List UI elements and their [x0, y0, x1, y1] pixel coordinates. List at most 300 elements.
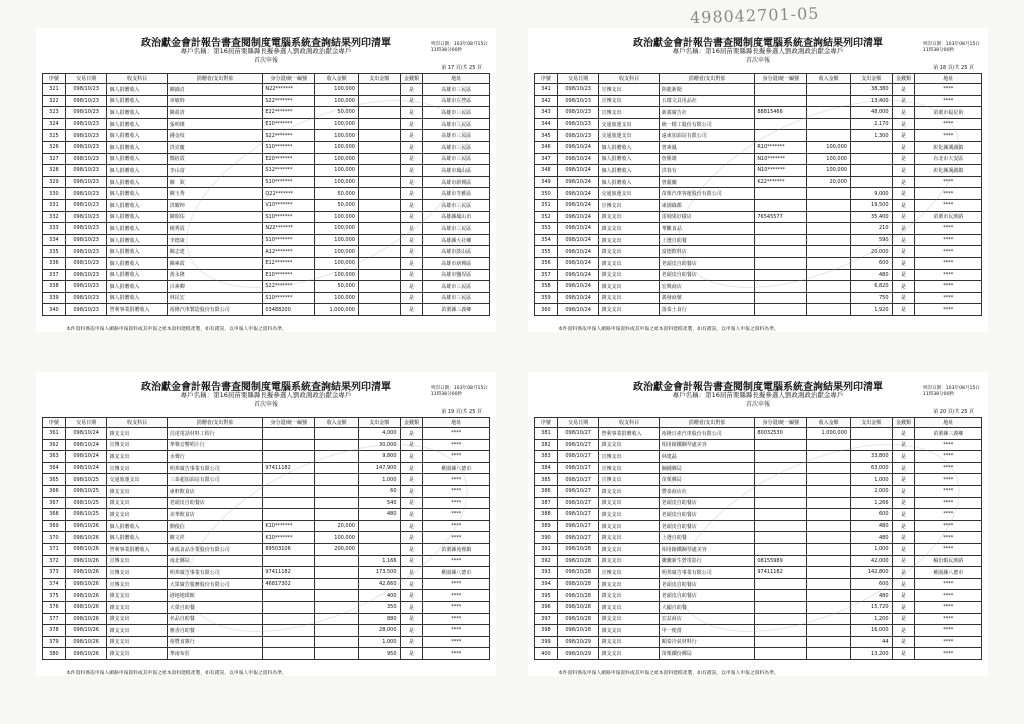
table-cell: 東福食品企業股份有限公司 [167, 543, 263, 555]
sheet-footer: 本件資料係依申報人網路申報資料或其申報之紙本資料建檔產製，如有錯誤，以申報人申報之資料為準。 [66, 327, 287, 332]
table-cell: **** [423, 613, 490, 625]
print-time: 11時38分00秒 [430, 392, 463, 397]
table-cell: 098/10/26 [65, 543, 107, 555]
report-sheet-4 [528, 372, 988, 676]
table-cell: 365 [43, 474, 66, 486]
table-cell: 大眾廣告服務股份有限公司 [167, 578, 263, 590]
table-cell [807, 601, 851, 613]
table-cell: 老頭皮自助餐店 [659, 590, 755, 602]
table-cell: 宣傳支出 [107, 578, 167, 590]
table-cell: 100,000 [315, 211, 359, 223]
table-cell: 三泰超加油站有限公司 [167, 474, 263, 486]
table-cell: 384 [535, 462, 558, 474]
table-cell: 是 [400, 257, 423, 269]
table-row [43, 223, 490, 235]
table-cell: 1,300 [850, 130, 892, 142]
table-cell: 是 [400, 107, 423, 119]
column-header: 交易日期 [557, 418, 599, 428]
ledger-table [534, 417, 982, 660]
table-cell: 是 [400, 590, 423, 602]
table-cell: **** [915, 509, 982, 521]
table-cell: 宣傳支出 [107, 439, 167, 451]
table-cell [358, 269, 400, 281]
table-cell: 雜支支出 [107, 636, 167, 648]
table-cell: 宣傳支出 [107, 555, 167, 567]
table-cell: 水聲行 [167, 451, 263, 463]
column-header: 序號 [535, 74, 558, 84]
table-cell: 老頭皮自助餐店 [659, 509, 755, 521]
table-cell [755, 439, 807, 451]
table-cell: 342 [535, 95, 558, 107]
table-cell: 交通旅運支出 [107, 474, 167, 486]
table-cell: 呂素卿 [167, 281, 263, 293]
table-cell [315, 439, 359, 451]
table-cell: 雜支支出 [107, 428, 167, 440]
table-cell: **** [915, 613, 982, 625]
table-cell: 宣傳支出 [599, 462, 659, 474]
table-cell: 1,266 [850, 497, 892, 509]
table-cell: 雜支支出 [599, 520, 659, 532]
table-cell: 是 [892, 165, 915, 177]
table-cell: 個人捐贈收入 [107, 520, 167, 532]
table-cell: 苗栗縣三義鄉 [915, 428, 982, 440]
table-cell: 個人捐贈收入 [107, 532, 167, 544]
table-cell: **** [915, 176, 982, 188]
table-cell: 1,000 [850, 543, 892, 555]
table-cell: 陳盈清 [167, 107, 263, 119]
column-header: 序號 [43, 418, 66, 428]
table-cell: 裕豐食雜行 [167, 636, 263, 648]
table-cell: 345 [535, 130, 558, 142]
table-cell [807, 304, 851, 316]
table-cell: 是 [892, 304, 915, 316]
table-cell: 2,000 [850, 485, 892, 497]
table-cell: 是 [400, 636, 423, 648]
table-cell: 高雄市苓雅區 [423, 188, 490, 200]
table-cell [807, 636, 851, 648]
table-cell [263, 474, 315, 486]
table-row [535, 211, 982, 223]
table-cell: 雜支支出 [107, 601, 167, 613]
table-cell: N10******* [755, 153, 807, 165]
table-row [43, 292, 490, 304]
table-cell: **** [915, 84, 982, 96]
table-cell [263, 648, 315, 660]
table-cell: 480 [850, 532, 892, 544]
table-cell: 397 [535, 613, 558, 625]
print-time: 11時38分00秒 [922, 48, 955, 53]
table-cell [807, 590, 851, 602]
table-cell [807, 578, 851, 590]
table-cell: S12******* [263, 165, 315, 177]
table-cell: 9,800 [358, 451, 400, 463]
table-row [535, 107, 982, 119]
table-cell: 雜支支出 [599, 636, 659, 648]
table-cell: 是 [892, 107, 915, 119]
table-cell: 個人捐贈收入 [107, 107, 167, 119]
column-header: 支出金額 [850, 418, 892, 428]
table-row [43, 141, 490, 153]
table-cell: **** [915, 257, 982, 269]
table-cell [807, 130, 851, 142]
table-cell: 雜支支出 [599, 509, 659, 521]
report-section: 首次申報 [253, 401, 278, 408]
table-cell [755, 485, 807, 497]
table-row [535, 199, 982, 211]
table-row [43, 234, 490, 246]
table-cell: 名品自助餐 [167, 613, 263, 625]
table-cell: 雜支支出 [599, 625, 659, 637]
table-cell: 098/10/24 [557, 257, 599, 269]
table-cell: K10******* [263, 532, 315, 544]
table-cell: 20,000 [807, 176, 851, 188]
table-cell: 098/10/29 [557, 648, 599, 660]
table-cell: 雜支支出 [107, 451, 167, 463]
table-cell: **** [915, 636, 982, 648]
page-indicator: 第 18 頁/共 25 頁 [933, 65, 974, 71]
table-cell: 是 [892, 246, 915, 258]
table-cell: 76545577 [755, 211, 807, 223]
table-cell: 380 [43, 648, 66, 660]
table-cell: **** [915, 590, 982, 602]
table-cell: 100,000 [315, 118, 359, 130]
table-cell: 16,000 [850, 625, 892, 637]
table-cell: 華聲音響唱片行 [167, 439, 263, 451]
table-cell [755, 118, 807, 130]
table-cell [755, 520, 807, 532]
table-cell: 173,500 [358, 567, 400, 579]
table-cell: 昌達電話材料工程行 [167, 428, 263, 440]
table-cell [807, 497, 851, 509]
table-cell [263, 497, 315, 509]
table-cell [315, 485, 359, 497]
table-cell: 35,400 [850, 211, 892, 223]
table-cell: **** [915, 648, 982, 660]
table-cell: 個人捐贈收入 [107, 223, 167, 235]
table-cell: 宣傳支出 [599, 199, 659, 211]
table-cell: 大顯自助餐 [659, 601, 755, 613]
table-cell: 詹勝雄 [659, 153, 755, 165]
table-cell [315, 555, 359, 567]
table-row [535, 281, 982, 293]
table-cell [807, 485, 851, 497]
table-header [535, 74, 982, 84]
table-cell [755, 292, 807, 304]
table-cell: E10******* [263, 118, 315, 130]
column-header: 金錢類 [892, 418, 915, 428]
table-cell: 098/10/26 [65, 590, 107, 602]
table-cell: 353 [535, 223, 558, 235]
table-cell: 600 [850, 509, 892, 521]
table-cell: **** [423, 509, 490, 521]
table-cell: **** [915, 199, 982, 211]
table-cell: S10******* [263, 292, 315, 304]
table-cell: 098/10/27 [557, 428, 599, 440]
table-cell: 上選自助餐 [659, 234, 755, 246]
table-row [43, 520, 490, 532]
table-cell: 是 [400, 462, 423, 474]
table-cell: 396 [535, 601, 558, 613]
table-cell: 098/10/29 [557, 636, 599, 648]
table-cell: 098/10/24 [65, 428, 107, 440]
table-row [43, 176, 490, 188]
table-cell: 是 [892, 578, 915, 590]
table-cell: 雜支支出 [599, 578, 659, 590]
table-cell: 個人捐贈收入 [599, 165, 659, 177]
table-cell: 44 [850, 636, 892, 648]
table-cell: 是 [892, 118, 915, 130]
table-cell: 雜支支出 [599, 304, 659, 316]
table-cell [807, 509, 851, 521]
table-row [535, 165, 982, 177]
table-cell: 098/10/23 [65, 292, 107, 304]
page-indicator: 第 17 頁/共 25 頁 [441, 65, 482, 71]
table-cell: 100,000 [315, 130, 359, 142]
table-cell: 098/10/27 [557, 485, 599, 497]
table-cell: 稿份鎮民族路 [915, 555, 982, 567]
table-cell: 陳志建 [167, 246, 263, 258]
table-cell: 098/10/23 [65, 199, 107, 211]
table-cell: 098/10/24 [557, 211, 599, 223]
ledger-table [42, 73, 490, 316]
table-cell: 是 [892, 130, 915, 142]
table-cell: 098/10/24 [557, 269, 599, 281]
table-cell: 356 [535, 257, 558, 269]
table-cell: 1,920 [850, 304, 892, 316]
table-cell: 03488200 [263, 304, 315, 316]
table-cell: 13,400 [850, 95, 892, 107]
table-cell [807, 107, 851, 119]
table-cell: 是 [892, 636, 915, 648]
table-row [43, 165, 490, 177]
table-row [43, 246, 490, 258]
table-cell: **** [915, 578, 982, 590]
table-cell: 89503106 [263, 543, 315, 555]
table-cell: 321 [43, 84, 66, 96]
table-cell: E10******* [263, 269, 315, 281]
table-cell: **** [915, 292, 982, 304]
table-cell: 黃永隆 [167, 269, 263, 281]
table-cell: 宣傳支出 [599, 95, 659, 107]
table-row [43, 590, 490, 602]
table-row [535, 223, 982, 235]
table-cell: 098/10/23 [65, 234, 107, 246]
table-cell [358, 520, 400, 532]
table-cell: S10******* [263, 176, 315, 188]
table-cell: 騰騰新生營電影行 [659, 555, 755, 567]
table-cell: 100,000 [315, 95, 359, 107]
table-cell: 327 [43, 153, 66, 165]
table-cell: 是 [892, 590, 915, 602]
table-cell: 38,380 [850, 84, 892, 96]
table-cell [807, 555, 851, 567]
table-cell: 是 [892, 188, 915, 200]
table-cell: 369 [43, 520, 66, 532]
table-cell: 1,000,000 [807, 428, 851, 440]
table-cell: 上選自助餐 [659, 532, 755, 544]
table-cell: 393 [535, 567, 558, 579]
table-cell: 750 [850, 292, 892, 304]
table-cell: 098/10/26 [65, 613, 107, 625]
table-cell: 高雄市三民區 [423, 281, 490, 293]
table-cell: 高雄縣大社鄉 [423, 234, 490, 246]
table-cell: 雜支支出 [107, 613, 167, 625]
table-cell: 富德飲料店 [659, 246, 755, 258]
table-cell [755, 497, 807, 509]
table-cell: 392 [535, 555, 558, 567]
table-cell: **** [423, 520, 490, 532]
table-cell: 是 [400, 485, 423, 497]
table-cell: 是 [892, 141, 915, 153]
table-cell: 是 [892, 625, 915, 637]
table-cell: 350 [358, 601, 400, 613]
table-cell: 是 [400, 153, 423, 165]
table-cell: 鍾金枝 [167, 130, 263, 142]
table-cell: 354 [535, 234, 558, 246]
table-row [43, 451, 490, 463]
table-cell: 1,000 [358, 636, 400, 648]
table-cell: 義發商號 [659, 292, 755, 304]
table-cell: 台北市大安區 [915, 153, 982, 165]
table-cell [358, 107, 400, 119]
table-cell: **** [423, 428, 490, 440]
table-row [535, 578, 982, 590]
table-cell [358, 211, 400, 223]
table-cell: 個人捐贈收入 [107, 246, 167, 258]
table-cell: 是 [400, 199, 423, 211]
table-cell: 營利事業捐贈收入 [107, 304, 167, 316]
table-row [535, 613, 982, 625]
table-cell: 是 [892, 532, 915, 544]
table-cell: 46817302 [263, 578, 315, 590]
table-cell: 098/10/28 [557, 601, 599, 613]
table-cell: 50,000 [315, 188, 359, 200]
column-header: 捐贈者/支出對象 [659, 418, 755, 428]
table-cell: 328 [43, 165, 66, 177]
table-row [43, 118, 490, 130]
table-cell: 是 [892, 199, 915, 211]
table-cell [315, 462, 359, 474]
table-cell: 陳 欽 [167, 176, 263, 188]
table-cell [755, 509, 807, 521]
table-cell: 高雄市三民區 [423, 130, 490, 142]
table-cell: 1,166 [358, 555, 400, 567]
table-cell [358, 257, 400, 269]
table-row [535, 601, 982, 613]
table-cell: 明邦廣告事業有限公司 [659, 567, 755, 579]
table-row [43, 84, 490, 96]
table-cell: 豐泰商店社 [659, 485, 755, 497]
table-cell: 是 [400, 509, 423, 521]
table-cell: 100,000 [315, 234, 359, 246]
table-cell: Q22******* [263, 188, 315, 200]
table-cell: 高雄縣鳳山市 [423, 211, 490, 223]
column-header: 收入金額 [315, 74, 359, 84]
table-cell: 個人捐贈收入 [107, 281, 167, 293]
table-cell: 098/10/23 [65, 223, 107, 235]
table-cell: 1,000 [850, 474, 892, 486]
table-cell: 098/10/24 [557, 304, 599, 316]
table-header [535, 418, 982, 428]
table-cell: 張明瑾 [167, 118, 263, 130]
table-cell: 陳昭佑 [167, 211, 263, 223]
table-cell: 個人捐贈收入 [107, 292, 167, 304]
table-cell: 590 [850, 234, 892, 246]
table-cell: 335 [43, 246, 66, 258]
table-cell: 20,000 [850, 246, 892, 258]
table-cell: 363 [43, 451, 66, 463]
table-cell: 100,000 [315, 223, 359, 235]
table-row [535, 567, 982, 579]
table-cell: 100,000 [315, 84, 359, 96]
table-cell: **** [423, 625, 490, 637]
table-cell: 540 [358, 497, 400, 509]
table-cell: 098/10/24 [557, 234, 599, 246]
table-cell: 是 [400, 176, 423, 188]
table-cell: 高雄市新興區 [423, 257, 490, 269]
column-header: 地址 [423, 74, 490, 84]
table-cell: **** [915, 281, 982, 293]
table-cell: 是 [892, 223, 915, 235]
table-cell: 桃園縣八德市 [915, 567, 982, 579]
table-cell: 098/10/27 [557, 462, 599, 474]
table-cell [358, 118, 400, 130]
table-cell [315, 451, 359, 463]
table-row [43, 578, 490, 590]
table-cell: 334 [43, 234, 66, 246]
print-meta [923, 42, 980, 54]
table-cell: 高雄市鳳山區 [423, 165, 490, 177]
table-cell: 098/10/28 [557, 590, 599, 602]
table-cell: 098/10/24 [557, 176, 599, 188]
table-cell: 375 [43, 590, 66, 602]
table-cell: 97411182 [755, 567, 807, 579]
table-cell: 19,500 [850, 199, 892, 211]
table-row [535, 636, 982, 648]
table-cell: 宣傳支出 [599, 84, 659, 96]
table-cell: 142,800 [850, 567, 892, 579]
table-cell: 是 [400, 141, 423, 153]
table-cell [315, 428, 359, 440]
table-cell: **** [423, 485, 490, 497]
table-cell: **** [915, 625, 982, 637]
table-cell: 398 [535, 625, 558, 637]
table-cell: 333 [43, 223, 66, 235]
table-cell: 苗栗郵局 [659, 474, 755, 486]
table-cell: 是 [400, 130, 423, 142]
table-cell: 鋼鍾郵局 [659, 462, 755, 474]
table-cell: 是 [892, 567, 915, 579]
table-cell: 雜支支出 [107, 590, 167, 602]
table-cell: 329 [43, 176, 66, 188]
table-cell: 個人捐贈收入 [107, 95, 167, 107]
table-cell: 宣傳支出 [107, 462, 167, 474]
table-cell: 彰化縣溪湖鎮 [915, 165, 982, 177]
table-cell: **** [423, 648, 490, 660]
table-cell: 098/10/23 [65, 211, 107, 223]
table-row [43, 509, 490, 521]
table-cell: 098/10/26 [65, 532, 107, 544]
table-row [43, 555, 490, 567]
table-cell: 399 [535, 636, 558, 648]
table-cell: 是 [400, 304, 423, 316]
table-row [43, 567, 490, 579]
table-cell: 是 [400, 532, 423, 544]
table-cell [755, 223, 807, 235]
table-cell [358, 130, 400, 142]
column-header: 交易日期 [65, 418, 107, 428]
table-cell: 苗栗縣苑裡鎮 [423, 543, 490, 555]
